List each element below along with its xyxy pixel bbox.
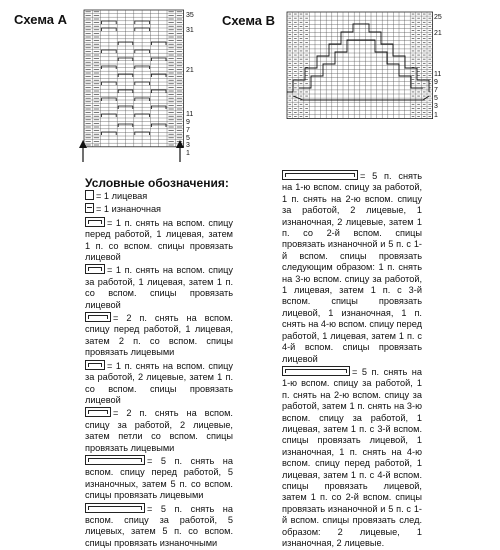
row-number: 3 — [186, 142, 190, 149]
legend-item — [282, 366, 422, 550]
row-number: 5 — [434, 95, 438, 102]
chart-grid — [84, 10, 184, 147]
row-number: 9 — [186, 119, 190, 126]
cable-symbol-icon — [282, 366, 350, 376]
legend-item — [85, 203, 233, 215]
legend-text: = 5 п. снять на 1-ю вспом. спицу за работой, 1 п. снять на 2-ю вспом. спицу за работой, 2 лицевые, 1 изнаночная, 2 лицевые, затем 1 п. со 2-й вспом. спицы провязать изнаночной и 5 п. с 1-й вспом. спицы провязать следующим образом: 1 п. снять на 3-ю вспом. спицу за работой, 1 лицевая, затем 1 п. с 3-й вспом. спицы провязать лицевой, 1 изнаночная, 1 п. снять на 4-ю вспом. спицу перед работой, 1 лицевая, затем 1 п. с 4-й вспом. спицы провязать лицевой — [282, 171, 422, 364]
legend-text: = 1 п. снять на вспом. спицу за работой, 1 лицевая, затем 1 п. со вспом. спицы провязать лицевой — [85, 265, 233, 310]
legend-item — [282, 170, 422, 365]
legend-right — [282, 170, 422, 550]
row-number: 11 — [186, 111, 194, 118]
row-number: 1 — [434, 112, 438, 119]
knit-symbol-icon — [85, 190, 94, 200]
row-number: 25 — [434, 14, 442, 21]
legend-text: = 1 изнаночная — [96, 204, 162, 215]
cable-symbol-icon — [85, 217, 105, 227]
cable-symbol-icon — [85, 407, 111, 417]
cable-symbol-icon — [282, 170, 358, 180]
chart-grid — [287, 12, 433, 119]
row-number: 21 — [186, 67, 194, 74]
legend-item — [85, 217, 233, 264]
scheme-b-title: Схема В — [222, 13, 276, 28]
legend-title: Условные обозначения: — [85, 176, 229, 190]
arrow-up-icon — [79, 140, 87, 162]
scheme-a-title: Схема А — [14, 12, 68, 27]
legend-text: = 1 лицевая — [96, 191, 148, 201]
row-number: 31 — [186, 27, 194, 34]
row-number: 7 — [186, 127, 190, 134]
legend-left — [85, 190, 233, 550]
legend-text: = 1 п. снять на вспом. спицу за работой, 2 лицевые, затем 1 п. со вспом. спицы провязать лицевой — [85, 360, 233, 405]
row-number: 5 — [186, 135, 190, 142]
row-number: 21 — [434, 30, 442, 37]
row-number: 9 — [434, 79, 438, 86]
legend-item — [85, 190, 233, 202]
legend-item — [85, 264, 233, 311]
cable-symbol-icon — [85, 455, 145, 465]
legend-item — [85, 360, 233, 407]
legend-item — [85, 312, 233, 359]
scheme-a-arrows — [70, 138, 200, 164]
row-number: 1 — [186, 150, 190, 157]
legend-text: = 2 п. снять на вспом. спицу перед работой, 1 лицевая, затем 2 п. со вспом. спицы провязать лицевыми — [85, 313, 233, 358]
legend-text: = 1 п. снять на вспом. спицу перед работой, 1 лицевая, затем 1 п. со вспом. спицы провязать лицевой — [85, 217, 233, 263]
legend-text: = 2 п. снять на вспом. спицу за работой, 2 лицевые, затем петли со вспом. спицы провязать лицевыми — [85, 408, 233, 453]
row-number: 3 — [434, 103, 438, 110]
legend-text: = 5 п. снять на 1-ю вспом. спицу за работой, 1 п. снять на 2-ю вспом. спицу за работой, затем 1 п. снять на 3-ю вспом. спицу за работой, 1 лицевая, затем 1 п. с 3-й вспом. спицы провязать лицевой, 1 изнаночная, 1 п. снять на 4-ю вспом. спицу перед работой, 1 лицевая, затем 1 п. с 4-й вспом. спицы провязать лицевой, затем 1 п. со 2-й вспом. спицы провязать изнаночной и 5 п. с 1-й вспом. спицы провязать след. образом: 2 лицевые, 1 изнаночная, 2 лицевые. — [282, 366, 422, 548]
purl-symbol-icon — [85, 203, 94, 213]
cable-symbol-icon — [85, 503, 145, 513]
cable-symbol-icon — [85, 312, 111, 322]
row-number: 35 — [186, 12, 194, 19]
row-number: 7 — [434, 87, 438, 94]
legend-item — [85, 503, 233, 550]
cable-symbol-icon — [85, 360, 105, 370]
cable-symbol-icon — [85, 264, 105, 274]
legend-item — [85, 407, 233, 454]
arrow-up-icon — [176, 140, 184, 162]
legend-item — [85, 455, 233, 502]
legend-text: = 5 п. снять на вспом. спицу за работой, 5 лицевых, затем 5 п. со вспом. спицы провязать изнаночными — [85, 503, 233, 548]
legend-text: = 5 п. снять на вспом. спицу перед работой, 5 изнаночных, затем 5 п. со вспом. спицы провязать лицевыми — [85, 455, 233, 501]
scheme-b-chart — [283, 8, 463, 126]
row-number: 11 — [434, 71, 442, 78]
